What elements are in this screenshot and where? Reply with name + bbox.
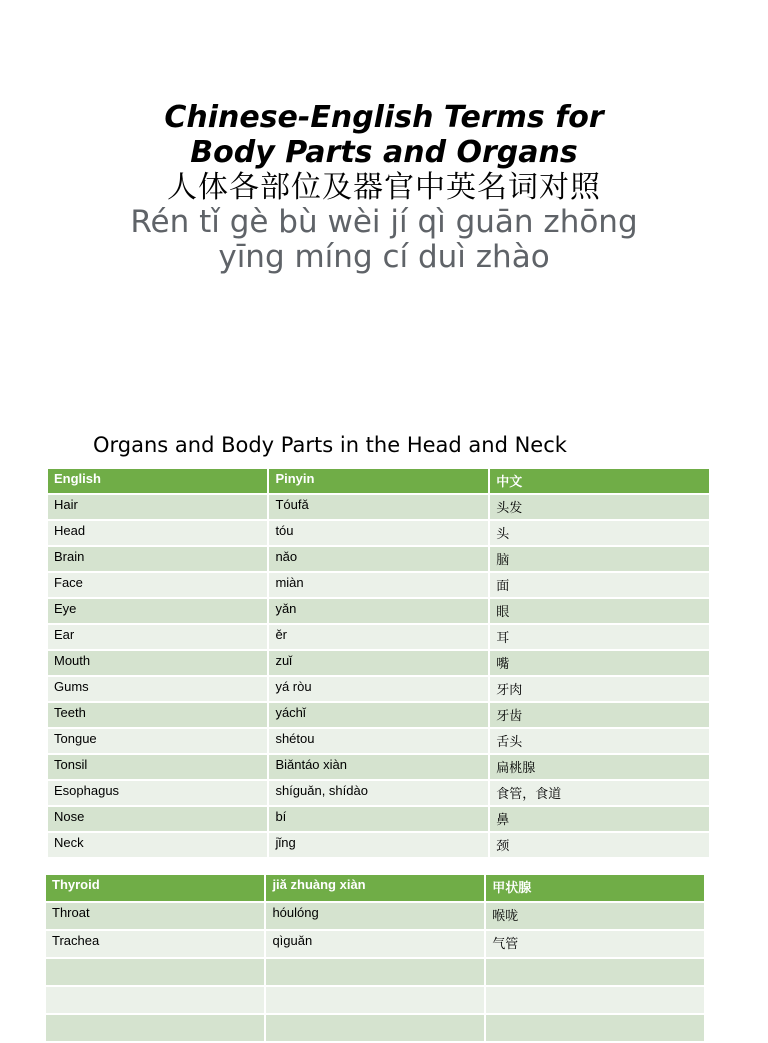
cell-chinese: 鼻	[489, 806, 710, 832]
cell-english: Teeth	[47, 702, 268, 728]
cell-chinese	[485, 1014, 705, 1042]
cell-english: Neck	[47, 832, 268, 858]
cell-chinese: 头	[489, 520, 710, 546]
cell-pinyin	[265, 986, 485, 1014]
table-row	[47, 520, 710, 546]
cell-english: Eye	[47, 598, 268, 624]
table-row	[47, 754, 710, 780]
header-pinyin: Pinyin	[268, 468, 489, 494]
cell-english: Hair	[47, 494, 268, 520]
table-row	[45, 902, 705, 930]
cell-english: Trachea	[45, 930, 265, 958]
cell-chinese: 颈	[489, 832, 710, 858]
cell-chinese: 面	[489, 572, 710, 598]
table-row	[47, 676, 710, 702]
table-row	[45, 930, 705, 958]
table-header-row	[47, 468, 710, 494]
cell-chinese: 牙齿	[489, 702, 710, 728]
header-chinese: 中文	[489, 468, 710, 494]
cell-chinese	[485, 958, 705, 986]
neck-terms-table-continued	[44, 873, 706, 1043]
cell-chinese: 喉咙	[485, 902, 705, 930]
cell-english: Ear	[47, 624, 268, 650]
cell-english: Face	[47, 572, 268, 598]
cell-chinese: 气管	[485, 930, 705, 958]
table-row	[47, 494, 710, 520]
cell-english	[45, 1014, 265, 1042]
cell-pinyin: qìguǎn	[265, 930, 485, 958]
table-row	[47, 650, 710, 676]
title-line-2: Body Parts and Organs	[190, 135, 578, 170]
cell-chinese: 扁桃腺	[489, 754, 710, 780]
title-line-1: Chinese-English Terms for	[164, 100, 604, 135]
table-row	[47, 598, 710, 624]
cell-pinyin: Tóufǎ	[268, 494, 489, 520]
cell-english: Mouth	[47, 650, 268, 676]
pinyin-subtitle-line-2: yīng míng cí duì zhào	[218, 239, 550, 275]
table-row	[47, 624, 710, 650]
cell-pinyin: Biǎntáo xiàn	[268, 754, 489, 780]
cell-pinyin: shíguǎn, shídào	[268, 780, 489, 806]
table-row	[45, 958, 705, 986]
cell-english: Throat	[45, 902, 265, 930]
table-row	[47, 806, 710, 832]
table-row	[45, 986, 705, 1014]
cell-pinyin: miàn	[268, 572, 489, 598]
cell-pinyin: yáchǐ	[268, 702, 489, 728]
section-heading: Organs and Body Parts in the Head and Neck	[93, 433, 567, 457]
header-english: Thyroid	[45, 874, 265, 902]
cell-chinese: 食管，食道	[489, 780, 710, 806]
table-row	[47, 702, 710, 728]
table-row	[47, 728, 710, 754]
cell-pinyin: jǐng	[268, 832, 489, 858]
cell-english: Brain	[47, 546, 268, 572]
head-neck-terms-table	[46, 467, 711, 859]
cell-chinese: 头发	[489, 494, 710, 520]
cell-english	[45, 958, 265, 986]
cell-chinese: 嘴	[489, 650, 710, 676]
table-row	[47, 572, 710, 598]
cell-pinyin: shétou	[268, 728, 489, 754]
cell-chinese: 眼	[489, 598, 710, 624]
cell-pinyin: nǎo	[268, 546, 489, 572]
table-row	[45, 1014, 705, 1042]
cell-chinese	[485, 986, 705, 1014]
cell-pinyin: tóu	[268, 520, 489, 546]
header-english: English	[47, 468, 268, 494]
cell-english: Tonsil	[47, 754, 268, 780]
cell-chinese: 牙肉	[489, 676, 710, 702]
cell-english: Nose	[47, 806, 268, 832]
cell-pinyin: hóulóng	[265, 902, 485, 930]
pinyin-subtitle-line-1: Rén tǐ gè bù wèi jí qì guān zhōng	[130, 204, 638, 240]
cell-english: Head	[47, 520, 268, 546]
document-title	[0, 100, 768, 275]
cell-chinese: 耳	[489, 624, 710, 650]
title-chinese: 人体各部位及器官中英名词对照	[167, 170, 601, 205]
cell-english: Esophagus	[47, 780, 268, 806]
cell-pinyin: yá ròu	[268, 676, 489, 702]
cell-pinyin: ěr	[268, 624, 489, 650]
cell-pinyin: bí	[268, 806, 489, 832]
header-chinese: 甲状腺	[485, 874, 705, 902]
header-pinyin: jiǎ zhuàng xiàn	[265, 874, 485, 902]
cell-pinyin: zuǐ	[268, 650, 489, 676]
cell-chinese: 舌头	[489, 728, 710, 754]
cell-english	[45, 986, 265, 1014]
table-row	[47, 780, 710, 806]
cell-english: Tongue	[47, 728, 268, 754]
cell-chinese: 脑	[489, 546, 710, 572]
table-header-row	[45, 874, 705, 902]
cell-pinyin	[265, 1014, 485, 1042]
cell-pinyin	[265, 958, 485, 986]
table-row	[47, 546, 710, 572]
cell-pinyin: yǎn	[268, 598, 489, 624]
table-row	[47, 832, 710, 858]
cell-english: Gums	[47, 676, 268, 702]
